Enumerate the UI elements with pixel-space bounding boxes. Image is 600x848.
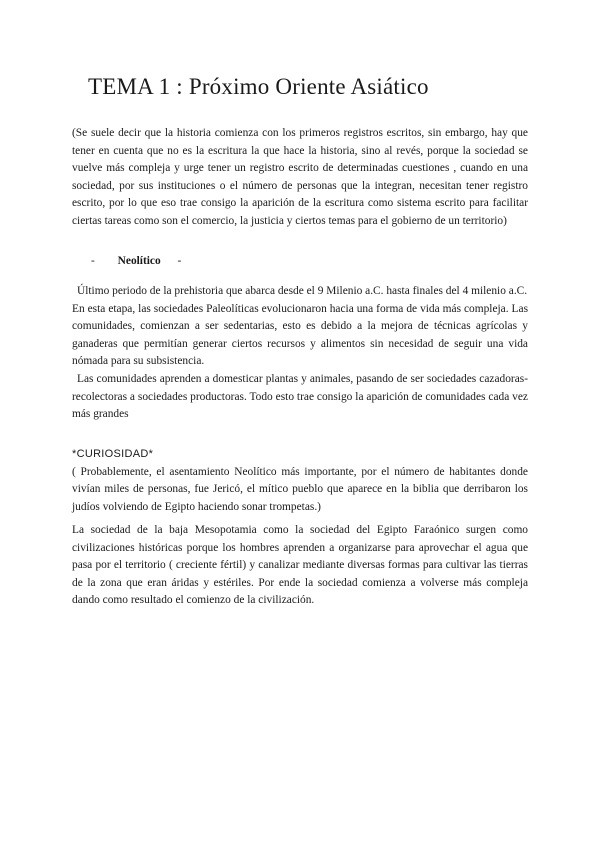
- section-heading: [91, 253, 181, 271]
- neolithic-paragraph-1: Último periodo de la prehistoria que abarca desde el 9 Milenio a.C. hasta finales del 4 milenio a.C.: [77, 285, 528, 297]
- curiosity-text: ( Probablemente, el asentamiento Neolítico más importante, por el número de habitantes donde vivían miles de personas, fue Jericó, el mítico pueblo que aparece en la biblia que derribaron los judíos volviendo de Egipto haciendo sonar trompetas.): [72, 465, 528, 513]
- final-paragraph: La sociedad de la baja Mesopotamia como la sociedad del Egipto Faraónico surgen como civilizaciones históricas porque los hombres aprenden a organizarse para aprovechar el agua que pasa por el territorio ( creciente fértil) y canalizar mediante diversas formas para cultivar las tierras de la zona que eran áridas y estériles. Por ende la sociedad comienza a volverse más compleja dando como resultado el comienzo de la civilización.: [72, 524, 528, 607]
- heading-dash-right: -: [177, 255, 182, 267]
- intro-paragraph: (Se suele decir que la historia comienza con los primeros registros escritos, sin embargo, hay que tener en cuenta que no es la escritura la que hace la historia, sino al revés, porque la sociedad se vuelve más compleja y urge tener un registro escrito de determinadas cuestiones , cuando en una sociedad, por sus instituciones o el número de personas que la integran, necesitan tener registro escrito, por lo que eso trae consigo la aparición de la escritura como sistema escrito para facilitar ciertas tareas como son el comercio, la justicia y ciertos temas para el gobierno de un territorio): [72, 127, 528, 227]
- neolithic-paragraph-2: En esta etapa, las sociedades Paleolíticas evolucionaron hacia una forma de vida más compleja. Las comunidades, comienzan a ser sedentarias, esto es debido a la mejora de técnicas agrícolas y ganaderas que permitían generar ciertos recursos y alimentos sin necesidad de seguir una vida nómada para su subsistencia.: [72, 302, 528, 368]
- neolithic-paragraph-3: Las comunidades aprenden a domesticar plantas y animales, pasando de ser sociedades cazadoras-recolectoras a sociedades productoras. Todo esto trae consigo la aparición de comunidades cada vez más grandes: [72, 372, 528, 421]
- heading-dash-left: -: [91, 255, 95, 267]
- neolithic-section: [72, 283, 528, 424]
- page-title: TEMA 1 : Próximo Oriente Asiático: [88, 74, 429, 99]
- curiosity-title: *CURIOSIDAD*: [72, 448, 154, 460]
- section-heading-label: Neolítico: [117, 255, 161, 267]
- curiosity-section: [72, 446, 528, 516]
